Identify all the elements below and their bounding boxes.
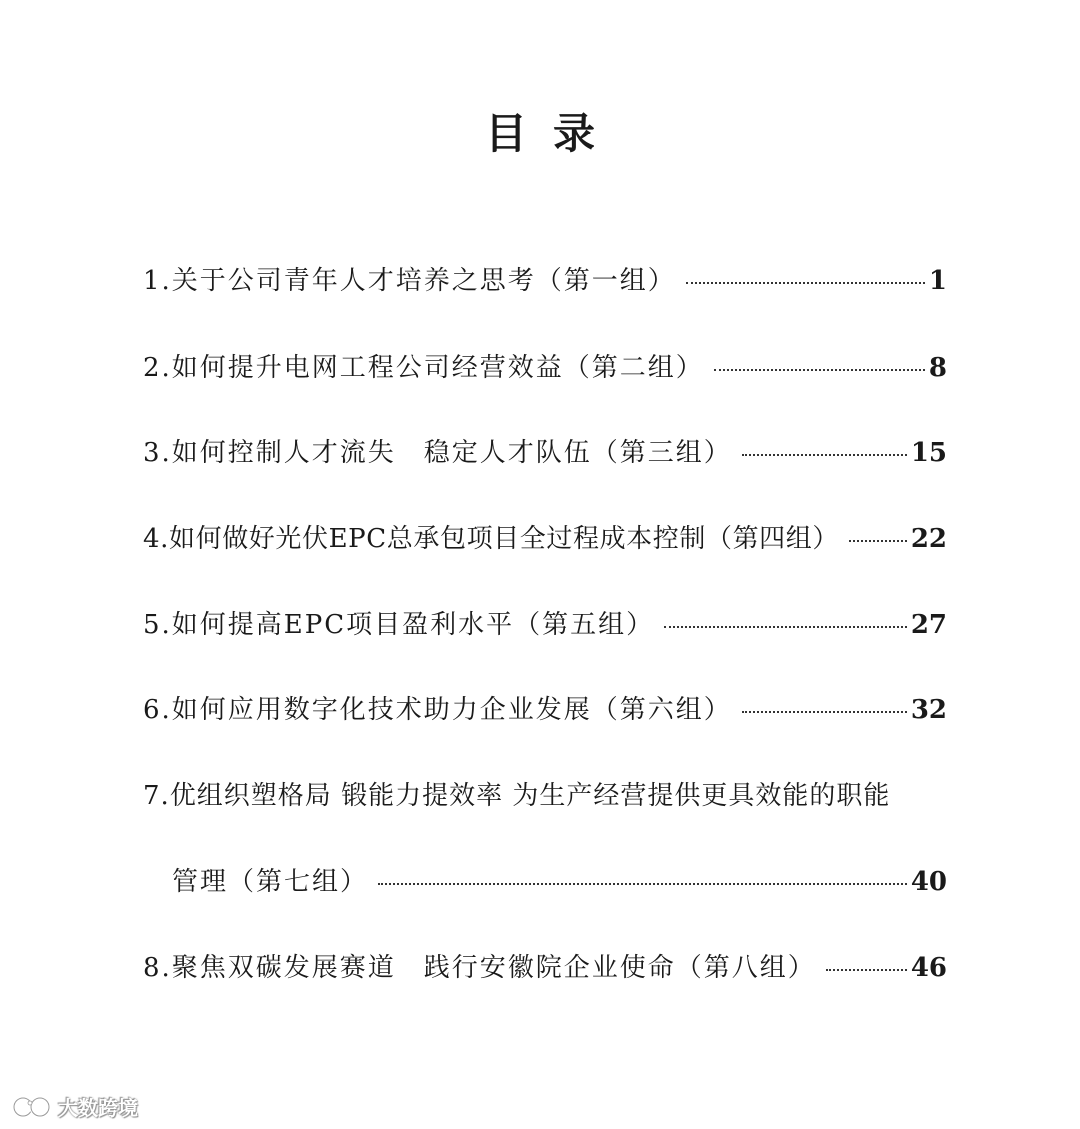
toc-entry-title: 5.如何提高EPC项目盈利水平（第五组） [143,610,655,640]
toc-entry-7-continued[interactable] [172,864,947,900]
toc-leader-dots [664,626,907,628]
toc-entry-5[interactable] [143,607,947,643]
toc-leader-dots [826,969,907,971]
toc-entry-3[interactable] [143,435,947,471]
toc-entry-title: 2.如何提升电网工程公司经营效益（第二组） [143,353,704,383]
toc-page-number: 15 [910,438,947,468]
toc-entry-2[interactable] [143,350,947,386]
toc-page-number: 32 [910,695,947,725]
toc-leader-dots [742,454,907,456]
toc-entry-7[interactable] [143,778,947,814]
toc-entry-title-continued: 管理（第七组） [172,867,369,897]
toc-leader-dots [378,883,907,885]
toc-entry-4[interactable] [143,521,947,557]
toc-page-number: 40 [910,867,947,897]
toc-entry-title: 1.关于公司青年人才培养之思考（第一组） [143,266,676,296]
toc-page-number: 22 [910,524,947,554]
toc-entry-8[interactable] [143,950,947,986]
toc-entry-title: 6.如何应用数字化技术助力企业发展（第六组） [143,695,732,725]
toc-entry-title: 8.聚焦双碳发展赛道 践行安徽院企业使命（第八组） [143,953,816,983]
logo-icon [10,1094,54,1120]
page-title: 目录 [484,109,621,158]
toc-leader-dots [714,369,925,371]
toc-entry-title: 4.如何做好光伏EPC总承包项目全过程成本控制（第四组） [143,524,839,554]
toc-leader-dots [686,282,925,284]
toc-leader-dots [742,711,907,713]
toc-entry-1[interactable] [143,263,947,299]
toc-entry-title: 7.优组织塑格局 锻能力提效率 为生产经营提供更具效能的职能 [143,781,891,811]
toc-entry-6[interactable] [143,692,947,728]
toc-leader-dots [849,540,907,542]
watermark [10,1092,138,1121]
toc-entry-title: 3.如何控制人才流失 稳定人才队伍（第三组） [143,438,732,468]
toc-page-number: 1 [928,266,947,296]
toc-page-number: 27 [910,610,947,640]
toc-page-number: 8 [928,353,947,383]
watermark-text: 大数跨境 [58,1096,138,1120]
toc-page-number: 46 [910,953,947,983]
